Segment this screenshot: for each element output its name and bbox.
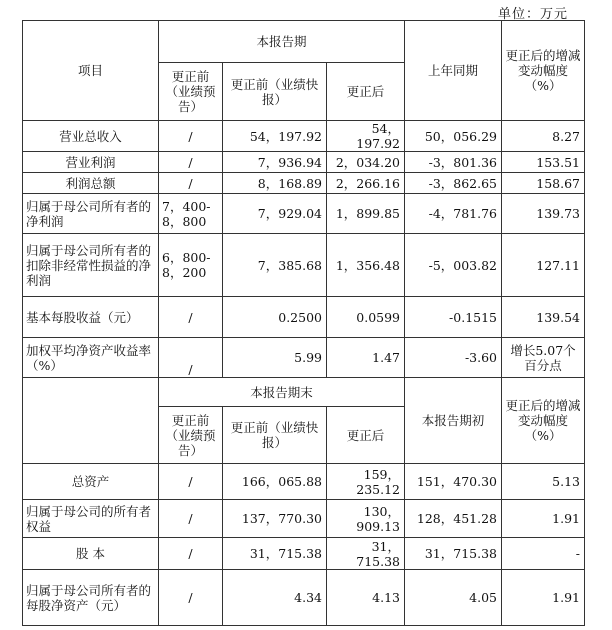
table-row bbox=[23, 234, 585, 297]
row-change: 153.51 bbox=[502, 152, 585, 173]
row-item: 归属于母公司的所有者权益 bbox=[23, 500, 159, 538]
row-change: 1.91 bbox=[502, 570, 585, 626]
header-period-end: 本报告期末 bbox=[159, 378, 405, 407]
row-prior-year: -3，801.36 bbox=[405, 152, 502, 173]
row-before-express: 31，715.38 bbox=[223, 538, 327, 570]
row-before-express: 0.2500 bbox=[223, 297, 327, 338]
header-before-express-2: 更正前（业绩快报） bbox=[223, 407, 327, 464]
row-prior-year: 50，056.29 bbox=[405, 121, 502, 152]
header-blank bbox=[23, 378, 159, 464]
row-after: 4.13 bbox=[327, 570, 405, 626]
row-after: 54，197.92 bbox=[327, 121, 405, 152]
row-change: 127.11 bbox=[502, 234, 585, 297]
row-period-start: 31，715.38 bbox=[405, 538, 502, 570]
row-change: 1.91 bbox=[502, 500, 585, 538]
header-after: 更正后 bbox=[327, 63, 405, 121]
header-after-2: 更正后 bbox=[327, 407, 405, 464]
row-item: 归属于母公司所有者的净利润 bbox=[23, 194, 159, 234]
header-row-1 bbox=[23, 21, 585, 63]
table-row bbox=[23, 194, 585, 234]
row-period-start: 151，470.30 bbox=[405, 464, 502, 500]
row-item: 归属于母公司所有者的每股净资产（元） bbox=[23, 570, 159, 626]
row-before-forecast: / bbox=[159, 464, 223, 500]
header-prior-year: 上年同期 bbox=[405, 21, 502, 121]
header-before-forecast-2: 更正前（业绩预告） bbox=[159, 407, 223, 464]
row-change: 158.67 bbox=[502, 173, 585, 194]
row-after: 1，356.48 bbox=[327, 234, 405, 297]
row-period-start: 4.05 bbox=[405, 570, 502, 626]
row-item: 总资产 bbox=[23, 464, 159, 500]
table-row bbox=[23, 121, 585, 152]
row-before-express: 7，385.68 bbox=[223, 234, 327, 297]
row-before-express: 7，936.94 bbox=[223, 152, 327, 173]
row-after: 2，266.16 bbox=[327, 173, 405, 194]
header-change-2: 更正后的增减变动幅度（%） bbox=[502, 378, 585, 464]
row-change: 139.54 bbox=[502, 297, 585, 338]
row-before-forecast: / bbox=[159, 338, 223, 378]
row-item: 加权平均净资产收益率（%） bbox=[23, 338, 159, 378]
row-before-forecast: 6，800-8，200 bbox=[159, 234, 223, 297]
row-before-forecast: / bbox=[159, 500, 223, 538]
header-row-3 bbox=[23, 378, 585, 407]
row-after: 1.47 bbox=[327, 338, 405, 378]
row-change: 5.13 bbox=[502, 464, 585, 500]
row-period-start: 128，451.28 bbox=[405, 500, 502, 538]
row-prior-year: -0.1515 bbox=[405, 297, 502, 338]
row-before-express: 54，197.92 bbox=[223, 121, 327, 152]
row-item: 营业利润 bbox=[23, 152, 159, 173]
table-row bbox=[23, 538, 585, 570]
row-item: 基本每股收益（元） bbox=[23, 297, 159, 338]
row-change: 8.27 bbox=[502, 121, 585, 152]
row-item: 股 本 bbox=[23, 538, 159, 570]
row-after: 0.0599 bbox=[327, 297, 405, 338]
table-row bbox=[23, 464, 585, 500]
row-before-forecast: 7，400-8，800 bbox=[159, 194, 223, 234]
row-before-forecast: / bbox=[159, 538, 223, 570]
row-item: 营业总收入 bbox=[23, 121, 159, 152]
row-after: 159，235.12 bbox=[327, 464, 405, 500]
row-after: 2，034.20 bbox=[327, 152, 405, 173]
header-before-express: 更正前（业绩快报） bbox=[223, 63, 327, 121]
header-item: 项目 bbox=[23, 21, 159, 121]
row-before-express: 137，770.30 bbox=[223, 500, 327, 538]
unit-label: 单位：万元 bbox=[497, 7, 568, 22]
row-prior-year: -5，003.82 bbox=[405, 234, 502, 297]
row-before-express: 166，065.88 bbox=[223, 464, 327, 500]
table-row bbox=[23, 152, 585, 173]
row-before-express: 8，168.89 bbox=[223, 173, 327, 194]
row-before-forecast: / bbox=[159, 570, 223, 626]
row-before-forecast: / bbox=[159, 173, 223, 194]
financial-correction-table bbox=[22, 20, 585, 626]
table-row bbox=[23, 500, 585, 538]
header-before-forecast: 更正前（业绩预告） bbox=[159, 63, 223, 121]
row-prior-year: -4，781.76 bbox=[405, 194, 502, 234]
row-before-forecast: / bbox=[159, 121, 223, 152]
row-item: 利润总额 bbox=[23, 173, 159, 194]
row-before-forecast: / bbox=[159, 152, 223, 173]
row-after: 31，715.38 bbox=[327, 538, 405, 570]
row-change: - bbox=[502, 538, 585, 570]
row-change: 增长5.07个百分点 bbox=[502, 338, 585, 378]
header-change: 更正后的增减变动幅度（%） bbox=[502, 21, 585, 121]
header-current-period: 本报告期 bbox=[159, 21, 405, 63]
row-change: 139.73 bbox=[502, 194, 585, 234]
table-row bbox=[23, 570, 585, 626]
row-before-express: 4.34 bbox=[223, 570, 327, 626]
row-item: 归属于母公司所有者的扣除非经常性损益的净利润 bbox=[23, 234, 159, 297]
row-before-forecast: / bbox=[159, 297, 223, 338]
row-prior-year: -3，862.65 bbox=[405, 173, 502, 194]
row-prior-year: -3.60 bbox=[405, 338, 502, 378]
table-row bbox=[23, 173, 585, 194]
header-period-start: 本报告期初 bbox=[405, 378, 502, 464]
row-after: 130，909.13 bbox=[327, 500, 405, 538]
row-before-express: 7，929.04 bbox=[223, 194, 327, 234]
row-before-express: 5.99 bbox=[223, 338, 327, 378]
row-after: 1，899.85 bbox=[327, 194, 405, 234]
table-row bbox=[23, 297, 585, 338]
table-row bbox=[23, 338, 585, 378]
